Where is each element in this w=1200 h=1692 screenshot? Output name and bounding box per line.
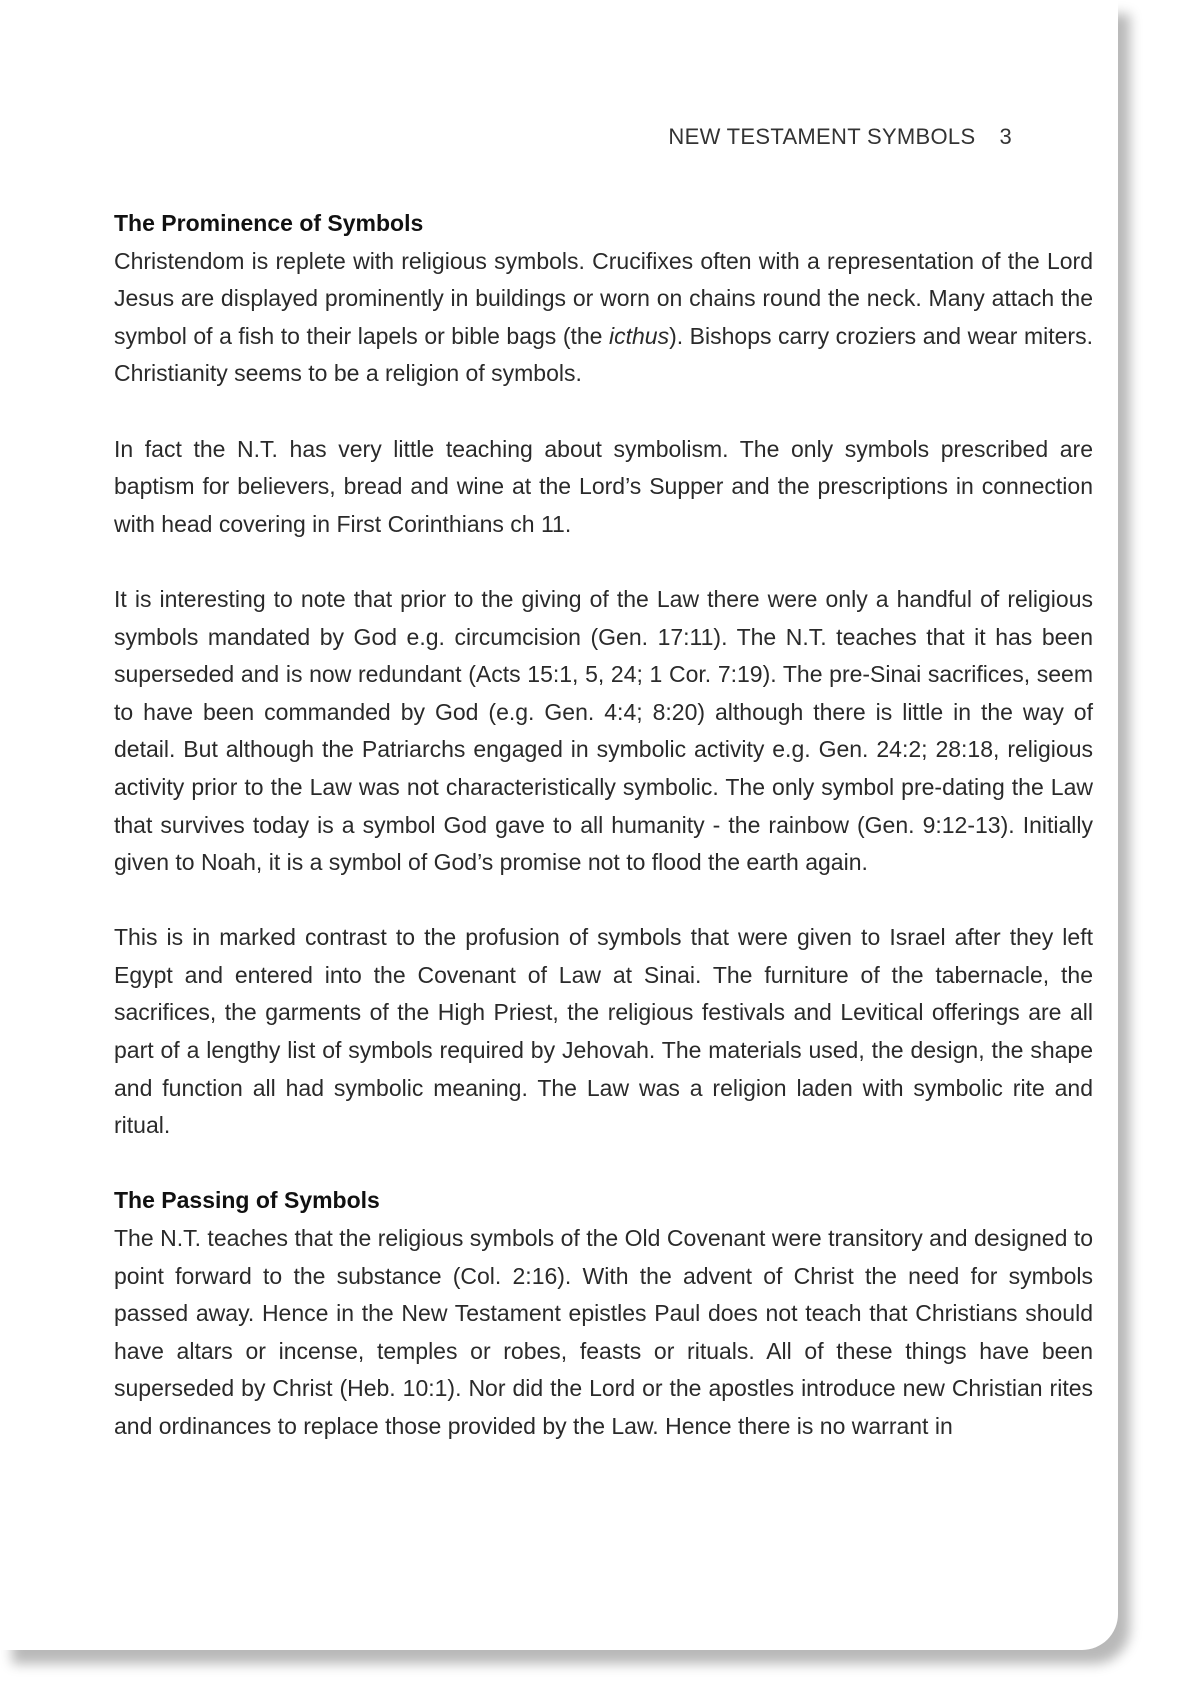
paragraph-text: Christendom is replete with religious symbols. Crucifixes often with a representation of the Lord Jesus are displayed prominently in buildings or worn on chains round the neck. Many attach the symbol of a fish to their lapels or bible bags (the [114, 247, 1093, 349]
paragraph: It is interesting to note that prior to the giving of the Law there were only a handful of religious symbols mandated by God e.g. circumcision (Gen. 17:11). The N.T. teaches that it has been superseded and is now redundant (Acts 15:1, 5, 24; 1 Cor. 7:19). The pre-Sinai sacrifices, seem to have been commanded by God (e.g. Gen. 4:4; 8:20) although there is little in the way of detail. But although the Patriarchs engaged in symbolic activity e.g. Gen. 24:2; 28:18, religious activity prior to the Law was not characteristically symbolic. The only symbol pre-dating the Law that survives today is a symbol God gave to all humanity - the rainbow (Gen. 9:12-13). Initially given to Noah, it is a symbol of God’s promise not to flood the earth again. [114, 585, 1093, 876]
paragraph-text: ). Bishops carry croziers and wear miters. Christianity seems to be a religion of symbols. [114, 322, 1093, 387]
paragraph: In fact the N.T. has very little teaching about symbolism. The only symbols prescribed are baptism for believers, bread and wine at the Lord’s Supper and the prescriptions in connection with head covering in First Corinthians ch 11. [114, 435, 1093, 537]
page-number: 3 [999, 124, 1012, 149]
section-heading-prominence: The Prominence of Symbols [114, 210, 424, 236]
running-title: NEW TESTAMENT SYMBOLS [668, 124, 976, 149]
italic-term: icthus [609, 322, 670, 349]
section-heading-passing: The Passing of Symbols [114, 1187, 380, 1214]
paragraph [114, 243, 1093, 393]
running-header [668, 124, 1012, 150]
paragraph: The N.T. teaches that the religious symbols of the Old Covenant were transitory and designed to point forward to the substance (Col. 2:16). With the advent of Christ the need for symbols passed away. Hence in the New Testament epistles Paul does not teach that Christians should have altars or incense, temples or robes, feasts or rituals. All of these things have been superseded by Christ (Heb. 10:1). Nor did the Lord or the apostles introduce new Christian rites and ordinances to replace those provided by the Law. Hence there is no warrant in [114, 1225, 1093, 1439]
body-text [114, 205, 1093, 1446]
paragraph: This is in marked contrast to the profusion of symbols that were given to Israel after they left Egypt and entered into the Covenant of Law at Sinai. The furniture of the tabernacle, the sacrifices, the garments of the High Priest, the religious festivals and Levitical offerings are all part of a lengthy list of symbols required by Jehovah. The materials used, the design, the shape and function all had symbolic meaning. The Law was a religion laden with symbolic rite and ritual. [114, 924, 1093, 1139]
